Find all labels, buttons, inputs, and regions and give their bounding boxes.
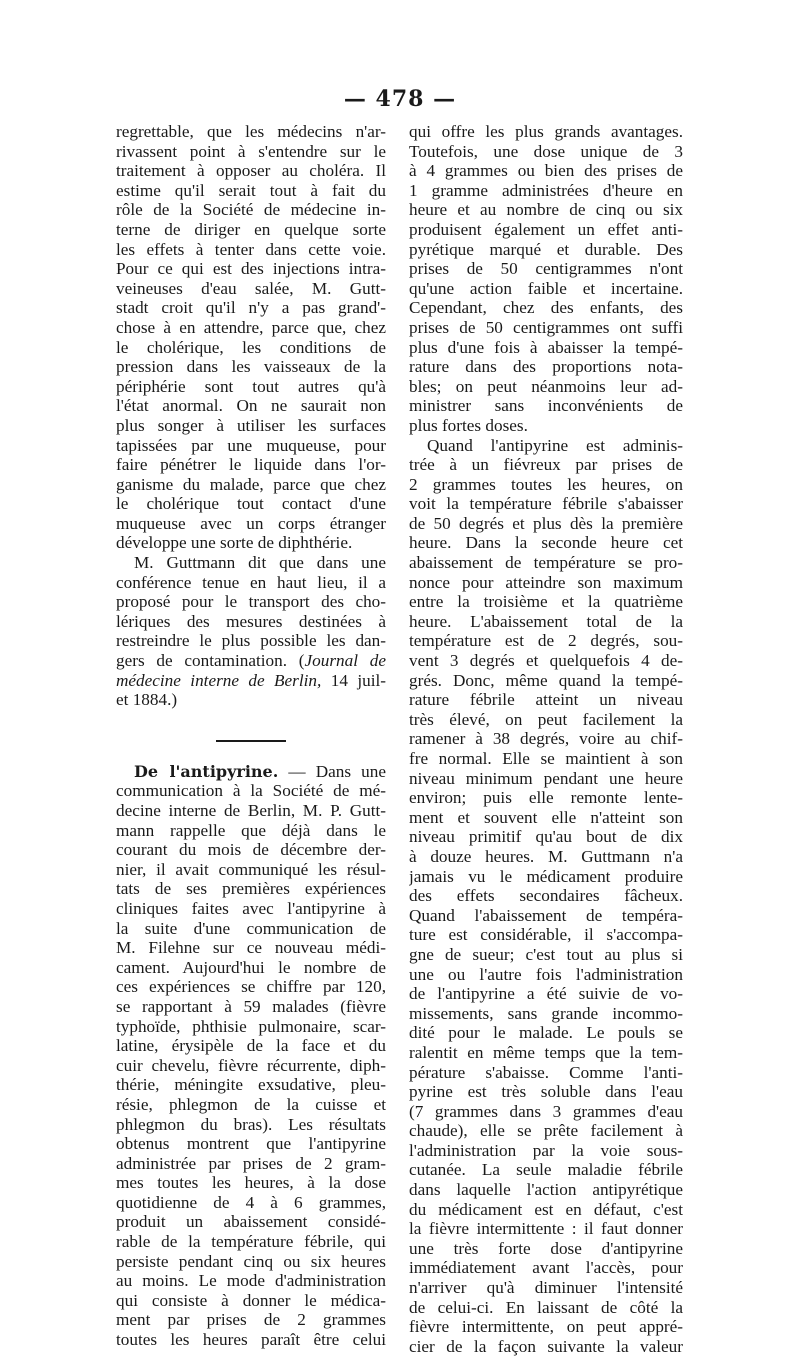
text-line: chose à en attendre, parce que, chez xyxy=(116,318,386,338)
text-line: fièvre intermittente, on peut appré- xyxy=(409,1317,683,1337)
text-line: abaissement de température se pro- xyxy=(409,553,683,573)
text-line: bles; on peut néanmoins leur ad- xyxy=(409,377,683,397)
text-line: le cholérique, les conditions de xyxy=(116,338,386,358)
text-line: qui offre les plus grands avantages. xyxy=(409,122,683,142)
right-column xyxy=(409,122,683,1356)
text-line: pyrétique marqué et durable. Des xyxy=(409,240,683,260)
text-line: stadt croit qu'il n'y a pas grand'- xyxy=(116,298,386,318)
text-line: les effets à tenter dans cette voie. xyxy=(116,240,386,260)
text-line: cuir chevelu, fièvre récurrente, diph- xyxy=(116,1056,386,1076)
left-paragraph-2 xyxy=(116,553,386,651)
text-line: 2 grammes toutes les heures, on xyxy=(409,475,683,495)
left-paragraph-1 xyxy=(116,122,386,553)
text-line: rature dans des proportions nota- xyxy=(409,357,683,377)
text-line: de celui-ci. En laissant de côté la xyxy=(409,1298,683,1318)
text-line: mann rappelle que déjà dans le xyxy=(116,821,386,841)
text-line: à 4 grammes ou bien des prises de xyxy=(409,161,683,181)
text-line: ministrer sans inconvénients de xyxy=(409,396,683,416)
citation-line-2 xyxy=(116,671,386,691)
text-line: n'arriver qu'à diminuer l'intensité xyxy=(409,1278,683,1298)
section-lead: — Dans une xyxy=(278,762,386,781)
text-line: 1 gramme administrées d'heure en xyxy=(409,181,683,201)
right-paragraph-1 xyxy=(409,122,683,436)
text-line: phlegmon du bras). Les résultats xyxy=(116,1115,386,1135)
text-line: entre la troisième et la quatrième xyxy=(409,592,683,612)
text-line: cliniques faites avec l'antipyrine à xyxy=(116,899,386,919)
text-line: missements, sans grande incommo- xyxy=(409,1004,683,1024)
left-column xyxy=(116,122,386,1350)
text-line: mes toutes les heures, à la dose xyxy=(116,1173,386,1193)
text-line: la suite d'une communication de xyxy=(116,919,386,939)
text-line: Cependant, chez des enfants, des xyxy=(409,298,683,318)
citation-line-1-text: gers de contamination. ( xyxy=(116,651,305,670)
text-line: vent 3 degrés et quelquefois 4 de- xyxy=(409,651,683,671)
text-line: plus fortes doses. xyxy=(409,416,683,436)
text-line: tapissées par une muqueuse, pour xyxy=(116,436,386,456)
text-line: ment et souvent elle n'atteint son xyxy=(409,808,683,828)
text-line: niveau minimum pendant une heure xyxy=(409,769,683,789)
text-line: produit un abaissement considé- xyxy=(116,1212,386,1232)
text-line: température est de 2 degrés, sou- xyxy=(409,631,683,651)
text-line: voit la température fébrile s'abaisser xyxy=(409,494,683,514)
text-line: chaude), elle se prête facilement à xyxy=(409,1121,683,1141)
text-line: latine, érysipèle de la face et du xyxy=(116,1036,386,1056)
text-line: tats de ses premières expériences xyxy=(116,879,386,899)
text-line: trée à un fiévreux par prises de xyxy=(409,455,683,475)
citation-line-1 xyxy=(116,651,386,671)
text-line: Quand l'antipyrine est adminis- xyxy=(409,436,683,456)
text-line: grés. Donc, même quand la tempé- xyxy=(409,671,683,691)
text-line: pérature s'abaisse. Comme l'anti- xyxy=(409,1063,683,1083)
text-line: produisent également un effet anti- xyxy=(409,220,683,240)
text-line: ralentit en même temps que la tem- xyxy=(409,1043,683,1063)
text-line: faire pénétrer le liquide dans l'or- xyxy=(116,455,386,475)
text-line: pression dans les vaisseaux de la xyxy=(116,357,386,377)
text-line: rôle de la Société de médecine in- xyxy=(116,200,386,220)
right-paragraph-2 xyxy=(409,436,683,1356)
text-line: nier, il avait communiqué les résul- xyxy=(116,860,386,880)
citation-journal-part2: médecine interne de Berlin, xyxy=(116,671,321,690)
text-line: heure. Dans la seconde heure cet xyxy=(409,533,683,553)
text-line: de 50 degrés et plus dès la première xyxy=(409,514,683,534)
text-line: l'état anormal. On ne saurait non xyxy=(116,396,386,416)
text-line: Toutefois, une dose unique de 3 xyxy=(409,142,683,162)
citation-date-part: 14 juil- xyxy=(321,671,386,690)
text-line: de l'antipyrine a été suivie de vo- xyxy=(409,984,683,1004)
text-line: heure. L'abaissement total de la xyxy=(409,612,683,632)
text-line: ganisme du malade, parce que chez xyxy=(116,475,386,495)
text-line: typhoïde, phthisie pulmonaire, scar- xyxy=(116,1017,386,1037)
text-line: regrettable, que les médecins n'ar- xyxy=(116,122,386,142)
text-line: estime qu'il serait tout à fait du xyxy=(116,181,386,201)
text-line: des effets secondaires fâcheux. xyxy=(409,886,683,906)
text-line: fre normal. Elle se maintient à son xyxy=(409,749,683,769)
text-line: restreindre le plus possible les dan- xyxy=(116,631,386,651)
text-line: prises de 50 centigrammes ont suffi xyxy=(409,318,683,338)
text-line: ture est considérable, il s'accompa- xyxy=(409,925,683,945)
text-line: cier de la façon suivante la valeur xyxy=(409,1337,683,1356)
text-line: proposé pour le transport des cho- xyxy=(116,592,386,612)
text-line: obtenus montrent que l'antipyrine xyxy=(116,1134,386,1154)
text-line: heure et au nombre de cinq ou six xyxy=(409,200,683,220)
text-line: du médicament est en défaut, c'est xyxy=(409,1200,683,1220)
text-line: terne de diriger en quelque sorte xyxy=(116,220,386,240)
text-line: rature fébrile atteint un niveau xyxy=(409,690,683,710)
text-line: ramener à 38 degrés, voire au chif- xyxy=(409,729,683,749)
text-line: rable de la température fébrile, qui xyxy=(116,1232,386,1252)
text-line: prises de 50 centigrammes n'ont xyxy=(409,259,683,279)
page-number: — 478 — xyxy=(0,86,800,112)
text-line: M. Guttmann dit que dans une xyxy=(116,553,386,573)
text-line: périphérie sont tout autres qu'à xyxy=(116,377,386,397)
text-line: niveau primitif qu'au bout de dix xyxy=(409,827,683,847)
text-line: thérie, méningite exsudative, pleu- xyxy=(116,1075,386,1095)
text-line: (7 grammes dans 3 grammes d'eau xyxy=(409,1102,683,1122)
text-line: très élevé, on peut facilement la xyxy=(409,710,683,730)
citation-line-3: et 1884.) xyxy=(116,690,386,710)
text-line: persiste pendant cinq ou six heures xyxy=(116,1252,386,1272)
text-line: résie, phlegmon de la cuisse et xyxy=(116,1095,386,1115)
text-line: le cholérique tout contact d'une xyxy=(116,494,386,514)
text-line: au moins. Le mode d'administration xyxy=(116,1271,386,1291)
text-line: une très forte dose d'antipyrine xyxy=(409,1239,683,1259)
text-line: ment par prises de 2 grammes xyxy=(116,1310,386,1330)
text-line: lériques des mesures destinées à xyxy=(116,612,386,632)
text-line: qui consiste à donner le médica- xyxy=(116,1291,386,1311)
text-line: gne de sueur; c'est tout au plus si xyxy=(409,945,683,965)
text-line: Pour ce qui est des injections intra- xyxy=(116,259,386,279)
text-line: plus songer à utiliser les surfaces xyxy=(116,416,386,436)
text-line: une ou l'autre fois l'administration xyxy=(409,965,683,985)
text-line: veineuses d'eau salée, M. Gutt- xyxy=(116,279,386,299)
text-line: courant du mois de décembre der- xyxy=(116,840,386,860)
text-line: jamais vu le médicament produire xyxy=(409,867,683,887)
text-line: communication à la Société de mé- xyxy=(116,781,386,801)
text-line: plus d'une fois à abaisser la tempé- xyxy=(409,338,683,358)
text-line: qu'une action faible et incertaine. xyxy=(409,279,683,299)
text-line: se rapportant à 59 malades (fièvre xyxy=(116,997,386,1017)
text-line: nonce pour atteindre son maximum xyxy=(409,573,683,593)
text-line: dité pour le malade. Le pouls se xyxy=(409,1023,683,1043)
text-line: environ; puis elle remonte lente- xyxy=(409,788,683,808)
text-line: cutanée. La seule maladie fébrile xyxy=(409,1160,683,1180)
section-divider xyxy=(216,740,286,742)
text-line: dans laquelle l'action antipyrétique xyxy=(409,1180,683,1200)
text-line: decine interne de Berlin, M. P. Gutt- xyxy=(116,801,386,821)
text-line: immédiatement avant l'accès, pour xyxy=(409,1258,683,1278)
section-heading: De l'antipyrine. xyxy=(134,762,278,781)
text-line: rivassent point à s'entendre sur le xyxy=(116,142,386,162)
text-line: M. Filehne sur ce nouveau médi- xyxy=(116,938,386,958)
citation-journal-part1: Journal de xyxy=(305,651,386,670)
text-line: toutes les heures paraît être celui xyxy=(116,1330,386,1350)
text-line: quotidienne de 4 à 6 grammes, xyxy=(116,1193,386,1213)
text-line: pyrine est très soluble dans l'eau xyxy=(409,1082,683,1102)
text-line: Quand l'abaissement de tempéra- xyxy=(409,906,683,926)
text-line: muqueuse avec un corps étranger xyxy=(116,514,386,534)
text-line: cament. Aujourd'hui le nombre de xyxy=(116,958,386,978)
text-line: conférence tenue en haut lieu, il a xyxy=(116,573,386,593)
text-line: ces expériences se chiffre par 120, xyxy=(116,977,386,997)
left-paragraph-3 xyxy=(116,781,386,1349)
text-line: traitement à opposer au choléra. Il xyxy=(116,161,386,181)
section-heading-line xyxy=(116,762,386,782)
text-line: l'administration par la voie sous- xyxy=(409,1141,683,1161)
text-line: développe une sorte de diphthérie. xyxy=(116,533,386,553)
text-line: à douze heures. M. Guttmann n'a xyxy=(409,847,683,867)
text-line: administrée par prises de 2 gram- xyxy=(116,1154,386,1174)
text-line: la fièvre intermittente : il faut donner xyxy=(409,1219,683,1239)
